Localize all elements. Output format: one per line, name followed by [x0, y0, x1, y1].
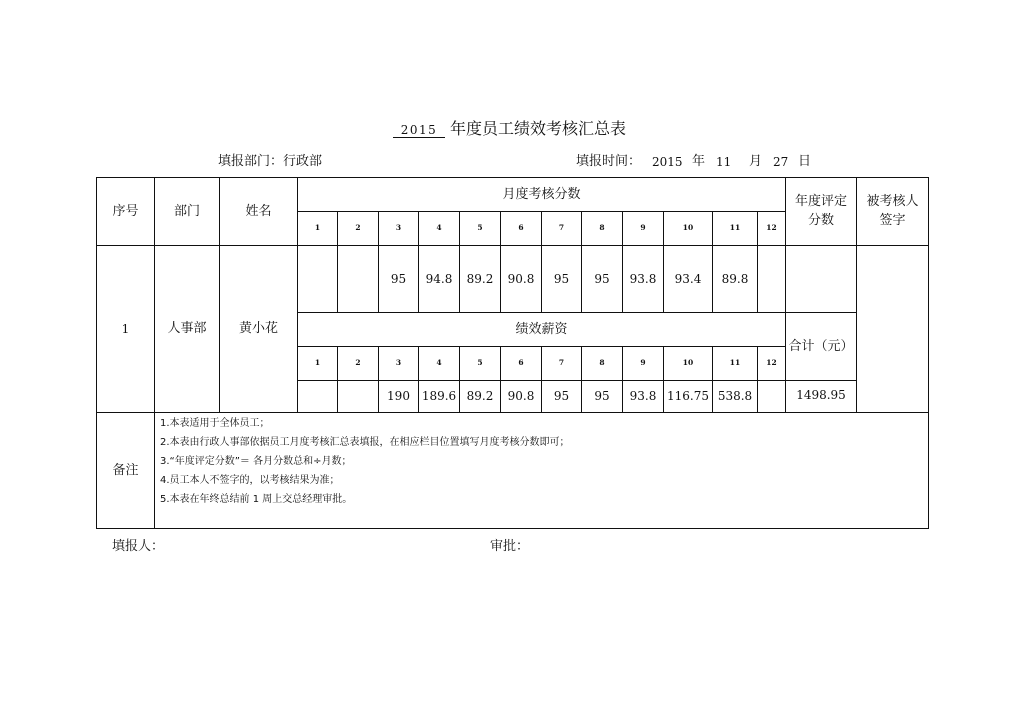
month-number: 12 [766, 358, 777, 368]
score-cell: 89.8 [721, 271, 749, 286]
month-number: 3 [395, 223, 402, 233]
filler-label: 填报人： [112, 539, 165, 554]
page-title: 年度员工绩效考核汇总表 [450, 119, 627, 138]
month-number: 11 [729, 358, 741, 368]
date-day: 27 [773, 155, 789, 169]
title-year: 2015 [393, 124, 445, 138]
date-month: 11 [716, 155, 732, 169]
month-number: 8 [599, 358, 605, 368]
remark-item: 2.本表由行政人事部依据员工月度考核汇总表填报，在相应栏目位置填写月度考核分数即可； [160, 437, 570, 448]
pay-cell [298, 381, 337, 412]
pay-cell: 95 [553, 389, 570, 404]
remark-item: 3.“年度评定分数”＝ 各月分数总和÷月数； [160, 456, 352, 467]
month-number: 2 [355, 358, 361, 368]
score-cell: 93.4 [674, 271, 702, 286]
score-cell: 95 [390, 271, 407, 286]
pay-cell: 190 [387, 389, 410, 404]
score-cell: 89.2 [466, 271, 494, 286]
row-name: 黄小花 [238, 321, 278, 337]
col-header-annual-score: 年度评定 分数 [794, 194, 847, 228]
col-header-dept: 部门 [173, 203, 200, 219]
pay-section-header: 绩效薪资 [515, 321, 568, 337]
col-header-name: 姓名 [245, 203, 272, 219]
month-number: 4 [436, 223, 442, 233]
month-number: 7 [558, 223, 565, 233]
month-number: 10 [682, 358, 694, 368]
pay-cell: 93.8 [629, 389, 657, 404]
month-number: 6 [518, 358, 524, 368]
month-number: 4 [436, 358, 442, 368]
month-number: 5 [477, 223, 483, 233]
col-header-monthly-scores: 月度考核分数 [502, 186, 581, 202]
approver-label: 审批： [490, 539, 530, 554]
score-cell: 93.8 [629, 271, 657, 286]
month-number: 8 [599, 223, 605, 233]
pay-cell [758, 381, 785, 412]
pay-cell: 189.6 [421, 389, 457, 404]
month-number: 6 [518, 223, 524, 233]
month-number: 2 [355, 223, 361, 233]
date-year: 2015 [652, 155, 683, 169]
month-number: 1 [314, 223, 321, 233]
month-number: 5 [477, 358, 483, 368]
remark-item: 5.本表在年终总结前 1 周上交总经理审批。 [160, 494, 353, 505]
pay-cell: 90.8 [507, 389, 535, 404]
total-pay-cell: 1498.95 [796, 387, 846, 402]
pay-cell: 89.2 [466, 389, 494, 404]
remarks-label: 备注 [112, 462, 139, 478]
score-cell: 95 [553, 271, 570, 286]
score-cell [758, 246, 785, 312]
date-day-unit: 日 [798, 154, 812, 169]
month-number: 3 [395, 358, 402, 368]
row-seq: 1 [121, 321, 130, 336]
month-number: 1 [314, 358, 321, 368]
pay-cell: 116.75 [667, 389, 709, 404]
score-cell: 90.8 [507, 271, 535, 286]
month-number: 10 [682, 223, 694, 233]
month-number: 9 [640, 358, 646, 368]
remark-item: 4.员工本人不签字的，以考核结果为准； [160, 475, 340, 486]
date-month-unit: 月 [749, 154, 763, 169]
score-cell [338, 246, 378, 312]
score-cell [298, 246, 337, 312]
remark-item: 1.本表适用于全体员工； [160, 418, 270, 429]
date-label: 填报时间： [576, 154, 642, 169]
score-cell: 94.8 [425, 271, 453, 286]
pay-cell: 538.8 [717, 389, 753, 404]
dept-label: 填报部门：行政部 [218, 154, 323, 169]
month-number: 9 [640, 223, 646, 233]
col-header-seq: 序号 [112, 203, 139, 219]
pay-cell [338, 381, 378, 412]
month-number: 7 [558, 358, 565, 368]
annual-score-cell [786, 246, 856, 312]
month-number: 11 [729, 223, 741, 233]
score-cell: 95 [594, 271, 610, 286]
row-dept: 人事部 [167, 321, 207, 337]
month-number: 12 [766, 223, 777, 233]
signature-cell [857, 246, 928, 412]
col-header-signature: 被考核人 签字 [866, 194, 919, 228]
date-year-unit: 年 [692, 154, 706, 169]
pay-cell: 95 [594, 389, 610, 404]
total-label: 合计（元） [788, 338, 854, 354]
